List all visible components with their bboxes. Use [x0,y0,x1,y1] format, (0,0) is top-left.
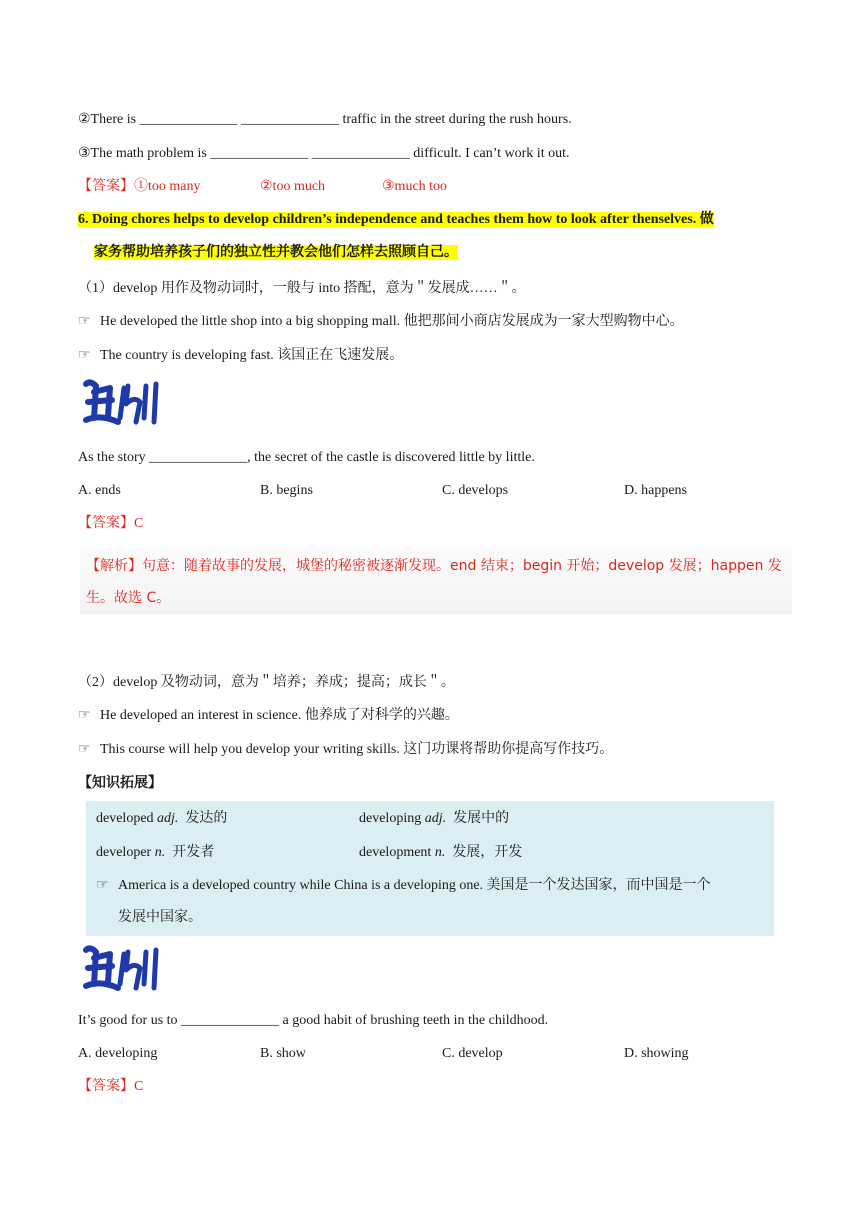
example-1-question: As the story ______________, the secret of the castle is discovered little by little. [78,450,535,465]
usage-2-example-2: ☞ This course will help you develop your writing skills. 这门功课将帮助你提高写作技巧。 [78,740,613,760]
word-development: development n. 发展，开发 [359,845,523,860]
analysis-line-1: 【解析】句意：随着故事的发展，城堡的秘密被逐渐发现。end 结束；begin 开始；develop 发展；happen 发 [86,558,782,574]
usage-1-heading: （1）develop 用作及物动词时，一般与 into 搭配，意为＂发展成……＂。 [78,281,526,296]
pointing-hand-icon: ☞ [78,742,91,757]
knowledge-example: ☞ America is a developed country while China is a developing one. 美国是一个发达国家，而中国是一个 [96,876,711,896]
answer-label: 【答案】 [78,179,134,194]
example-1-analysis [80,548,792,614]
example-2-option-a: A. developing [78,1046,158,1061]
usage-2-heading: （2）develop 及物动词，意为＂培养；养成；提高；成长＂。 [78,675,455,690]
usage-1-example-1: ☞ He developed the little shop into a big shopping mall. 他把那间小商店发展成为一家大型购物中心。 [78,312,684,332]
exercise-answers [78,177,201,197]
pointing-hand-icon: ☞ [78,314,91,329]
answer-1: ①too many [134,179,201,194]
example-1-option-a: A. ends [78,483,121,498]
example-badge-icon [80,378,162,428]
pointing-hand-icon: ☞ [78,348,91,363]
pointing-hand-icon: ☞ [96,878,109,893]
exercise-q2: ②There is ______________ ______________ traffic in the street during the rush hours. [78,112,572,127]
knowledge-box [86,801,774,936]
example-2-option-c: C. develop [442,1046,503,1061]
example-2-question: It’s good for us to ______________ a good habit of brushing teeth in the childhood. [78,1013,549,1028]
example-badge-icon [80,944,162,994]
section-6-heading-cont [94,243,458,263]
exercise-q3: ③The math problem is ______________ ______________ difficult. I can’t work it out. [78,146,570,161]
pointing-hand-icon: ☞ [78,708,91,723]
example-1-answer: 【答案】C [78,516,144,531]
example-2-answer: 【答案】C [78,1079,144,1094]
word-developing: developing adj. 发展中的 [359,811,510,826]
answer-3: ③much too [382,179,448,194]
knowledge-title: 【知识拓展】 [78,776,162,791]
example-1-option-d: D. happens [624,483,687,498]
example-2-option-d: D. showing [624,1046,689,1061]
example-1-option-b: B. begins [260,483,313,498]
answer-2: ②too much [260,179,326,194]
word-developed: developed adj. 发达的 [96,811,228,826]
example-2-option-b: B. show [260,1046,306,1061]
word-developer: developer n. 开发者 [96,845,215,860]
section-6-line1: 6. Doing chores helps to develop children’s independence and teaches them how to look after thenselves. 做 [78,212,714,227]
usage-2-example-1: ☞ He developed an interest in science. 他养成了对科学的兴趣。 [78,706,459,726]
example-1-option-c: C. develops [442,483,509,498]
section-6-heading [78,210,714,230]
usage-1-example-2: ☞ The country is developing fast. 该国正在飞速发展。 [78,346,403,366]
analysis-line-2: 生。故选 C。 [86,590,171,606]
knowledge-example-cont: 发展中国家。 [118,910,202,925]
section-6-line2: 家务帮助培养孩子们的独立性并教会他们怎样去照顾自己。 [94,245,458,260]
